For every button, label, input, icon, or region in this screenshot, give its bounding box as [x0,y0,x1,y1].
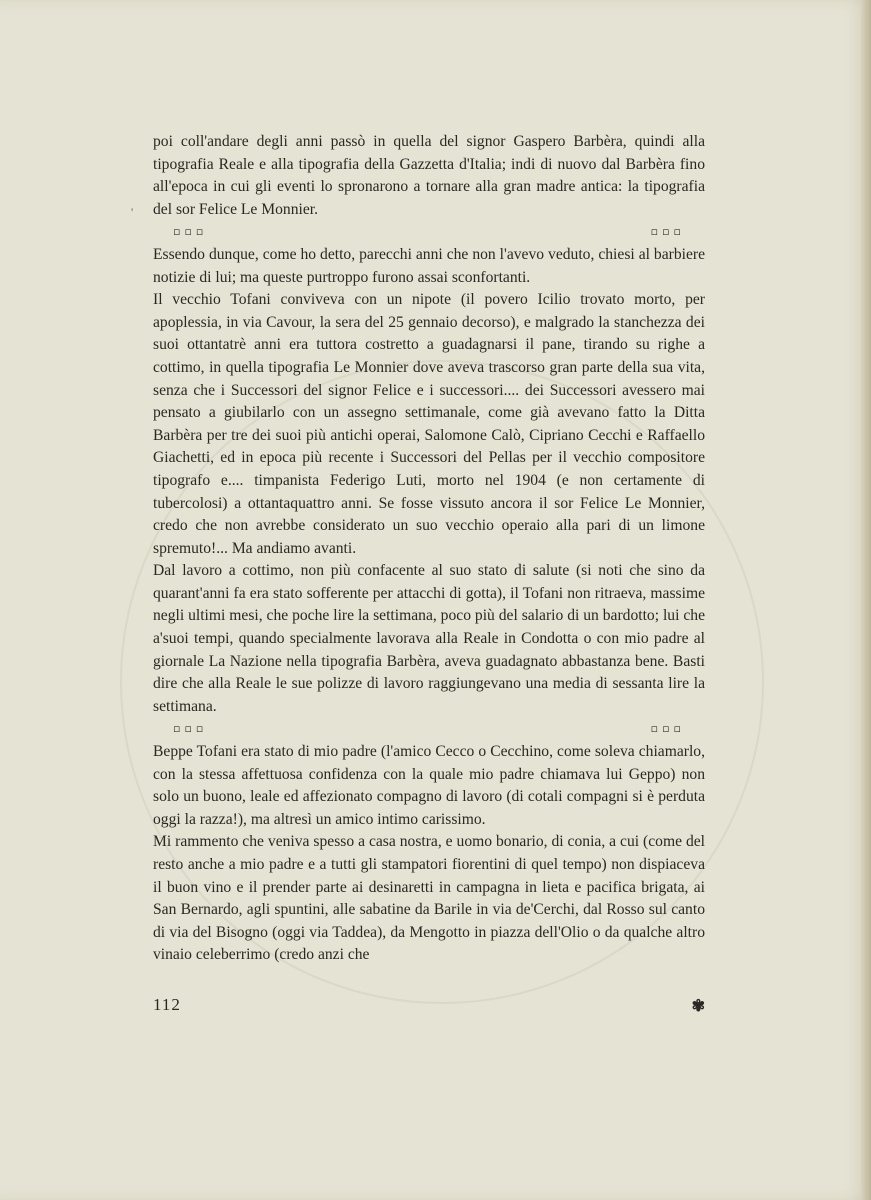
printer-mark-icon: ✾ [691,995,705,1015]
paragraph: Dal lavoro a cottimo, non più confacente al suo stato di salute (si noti che sino da quarant'anni fa era stato sofferente per attacchi di gotta), il Tofani non ritraeva, massime negli ultimi mesi, che poche lire la settimana, poco più del salario di un bardotto; lui che a'suoi tempi, quando specialmente lavorava alla Reale in Condotta o con mio padre al giornale La Nazione nella tipografia Barbèra, aveva guadagnato abbastanza bene. Basti dire che alla Reale le sue polizze di lavoro raggiungevano una media di sessanta lire la settimana. [153,562,705,715]
paragraph: Essendo dunque, come ho detto, parecchi anni che non l'avevo veduto, chiesi al barbiere notizie di lui; ma queste purtroppo furono assai sconfortanti. [153,245,705,286]
ornament-right: ▫▫▫ [650,225,685,239]
body-text [153,131,705,967]
stray-mark: ' [131,205,134,219]
ornament-right: ▫▫▫ [650,722,685,736]
section-divider [153,221,705,244]
paragraph: poi coll'andare degli anni passò in quella del signor Gaspero Barbèra, quindi alla tipografia Reale e alla tipografia della Gazzetta d'Italia; indi di nuovo dal Barbèra fino all'epoca in cui gli eventi lo spronarono a tornare alla gran madre antica: la tipografia del sor Felice Le Monnier. [153,133,705,218]
page-number: 112 [153,995,181,1014]
ornament-left: ▫▫▫ [173,225,208,239]
section-divider [153,718,705,741]
paragraph: Beppe Tofani era stato di mio padre (l'amico Cecco o Cecchino, come soleva chiamarlo, con la stessa affettuosa confidenza con la quale mio padre chiamava lui Geppo) non solo un buono, leale ed affezionato compagno di lavoro (di cotali compagni si è perduta oggi la razza!), ma altresì un amico intimo carissimo. [153,743,705,828]
paragraph: Mi rammento che veniva spesso a casa nostra, e uomo bonario, di conia, a cui (come del resto anche a mio padre e a tutti gli stampatori fiorentini di quel tempo) non dispiaceva il buon vino e il prender parte ai desinaretti in campagna in lieta e pacifica brigata, ai San Bernardo, agli spuntini, alle sabatine da Barile in via de'Cerchi, dal Rosso sul canto di via del Bisogno (oggi via Taddea), da Mengotto in piazza dell'Olio o da qualche altro vinaio celeberrimo (credo anzi che [153,833,705,964]
paragraph: Il vecchio Tofani conviveva con un nipote (il povero Icilio trovato morto, per apoplessia, in via Cavour, la sera del 25 gennaio decorso), e malgrado la stanchezza dei suoi ottantatrè anni era tuttora costretto a guadagnarsi il pane, tirando su righe a cottimo, in quella tipografia Le Monnier dove aveva trascorso gran parte della sua vita, senza che i Successori del signor Felice e i successori.... dei Successori avessero mai pensato a giubilarlo con un assegno settimanale, come già avevano fatto la Ditta Barbèra per tre dei suoi più antichi operai, Salomone Calò, Cipriano Cecchi e Raffaello Giachetti, ed in epoca più recente i Successori del Pellas per il vecchio compositore tipografo e.... timpanista Federigo Luti, morto nel 1904 (e non certamente di tubercolosi) a ottantaquattro anni. Se fosse vissuto ancora il sor Felice Le Monnier, credo che non avrebbe considerato un suo vecchio operaio alla pari di un limone spremuto!... Ma andiamo avanti. [153,291,705,557]
ornament-left: ▫▫▫ [173,722,208,736]
page-footer [153,995,705,1015]
page-edge [861,0,871,1200]
